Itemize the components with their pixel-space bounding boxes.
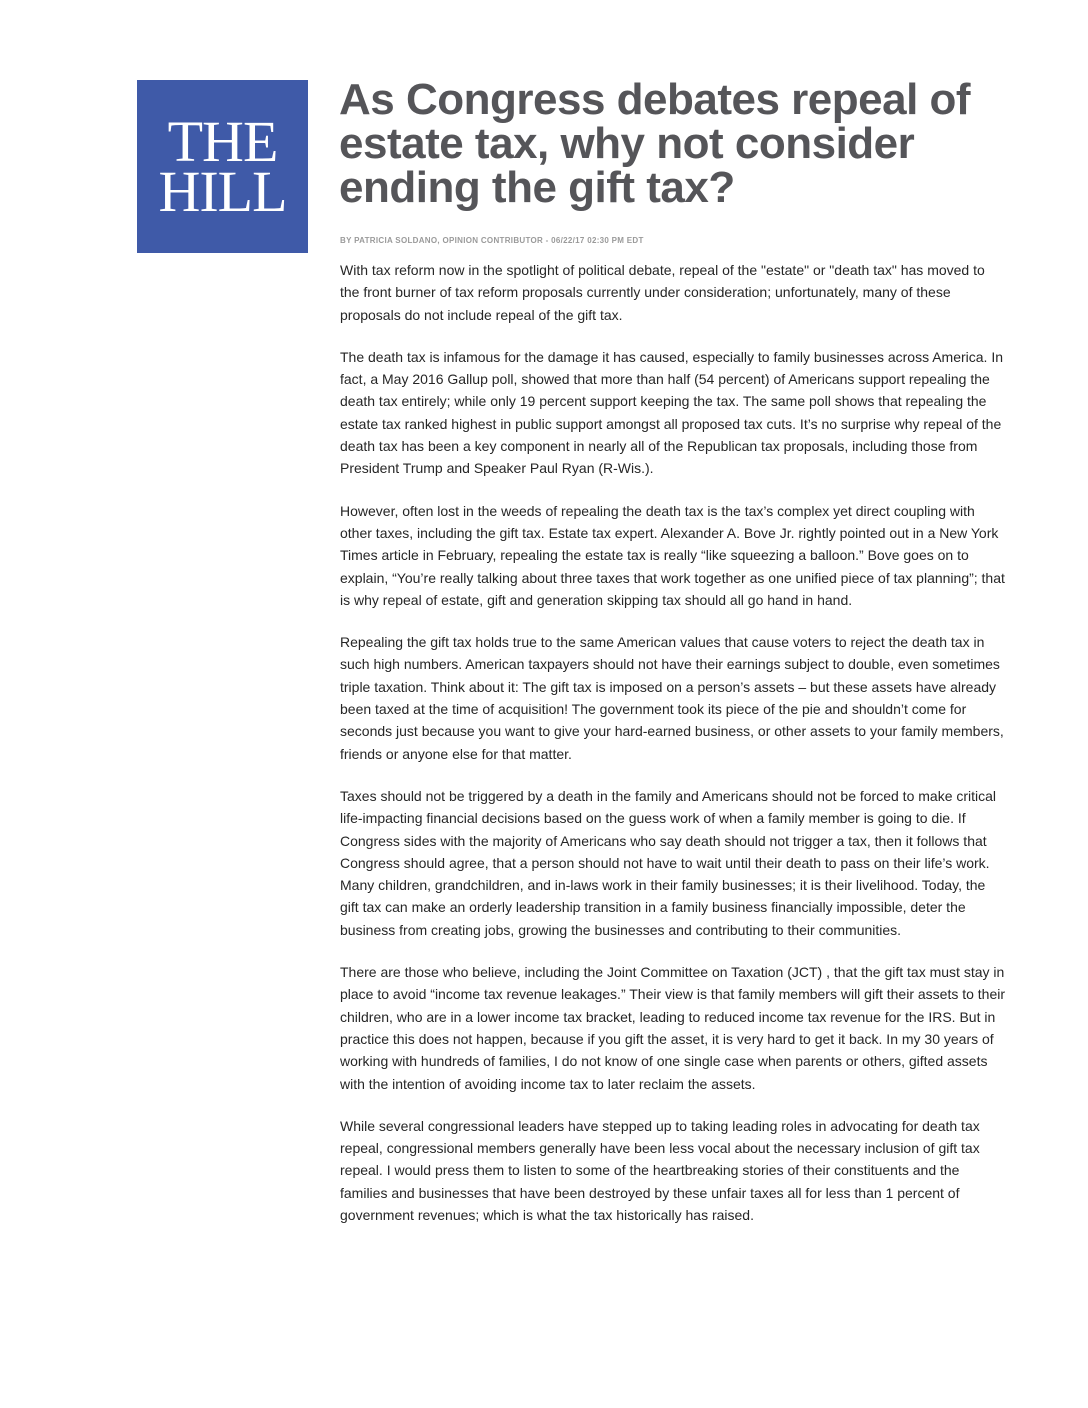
article-paragraph: However, often lost in the weeds of repealing the death tax is the tax’s complex yet direct coupling with other taxes, including the gift tax. Estate tax expert. Alexander A. Bove Jr. rightly pointed out in a New York Times article in February, repealing the estate tax is really “like squeezing a balloon.” Bove goes on to explain, “You’re really talking about three taxes that work together as one unified piece of tax planning”; that is why repeal of estate, gift and generation skipping tax should all go hand in hand. — [340, 502, 1005, 608]
article-paragraph: With tax reform now in the spotlight of political debate, repeal of the "estate" or "death tax" has moved to the front burner of tax reform proposals currently under consideration; unfortunately, many of these proposals do not include repeal of the gift tax. — [340, 262, 985, 323]
article-paragraph: Repealing the gift tax holds true to the same American values that cause voters to reject the death tax in such high numbers. American taxpayers should not have their earnings subject to double, even sometimes triple taxation. Think about it: The gift tax is imposed on a person’s assets – but these assets have already been taxed at the time of acquisition! The government took its piece of the pie and shouldn’t come for seconds just because you want to give your hard-earned business, or other assets to your family members, friends or anyone else for that matter. — [340, 634, 1004, 762]
the-hill-logo — [137, 80, 308, 253]
article-headline: As Congress debates repeal of estate tax, why not consider ending the gift tax? — [339, 75, 971, 212]
article-paragraph: There are those who believe, including the Joint Committee on Taxation (JCT) , that the gift tax must stay in place to avoid “income tax revenue leakages.” Their view is that family members will gift their assets to their children, who are in a lower income tax bracket, leading to reduced income tax revenue for the IRS. But in practice this does not happen, because if you gift the asset, it is very hard to get it back. In my 30 years of working with hundreds of families, I do not know of one single case when parents or others, gifted assets with the intention of avoiding income tax to later reclaim the assets. — [340, 964, 1006, 1092]
logo-line-hill: HILL — [158, 158, 287, 224]
logo-line-the: THE — [167, 108, 278, 174]
article-paragraph: While several congressional leaders have stepped up to taking leading roles in advocating for death tax repeal, congressional members generally have been less vocal about the necessary inclusion of gift tax repeal. I would press them to listen to some of the heartbreaking stories of their constituents and the families and businesses that have been destroyed by these unfair taxes all for less than 1 percent of government revenues; which is what the tax historically has raised. — [340, 1117, 980, 1223]
article-byline: BY PATRICIA SOLDANO, OPINION CONTRIBUTOR - 06/22/17 02:30 PM EDT — [340, 236, 644, 245]
article-paragraph: Taxes should not be triggered by a death in the family and Americans should not be forced to make critical life-impacting financial decisions based on the guess work of when a family member is going to die. If Congress sides with the majority of Americans who say death should not trigger a tax, then it follows that Congress should agree, that a person should not have to wait until their death to pass on their life’s work. Many children, grandchildren, and in-laws work in their family businesses; it is their livelihood. Today, the gift tax can make an orderly leadership transition in a family business financially impossible, deter the business from creating jobs, growing the businesses and contributing to their communities. — [340, 787, 997, 938]
article-body — [340, 259, 1006, 1246]
article-paragraph: The death tax is infamous for the damage it has caused, especially to family businesses across America. In fact, a May 2016 Gallup poll, showed that more than half (54 percent) of Americans support repealing the death tax entirely; while only 19 percent support keeping the tax. The same poll shows that repealing the estate tax ranked highest in public support amongst all proposed tax cuts. It’s no surprise why repeal of the death tax has been a key component in nearly all of the Republican tax proposals, including those from President Trump and Speaker Paul Ryan (R-Wis.). — [340, 348, 1003, 477]
